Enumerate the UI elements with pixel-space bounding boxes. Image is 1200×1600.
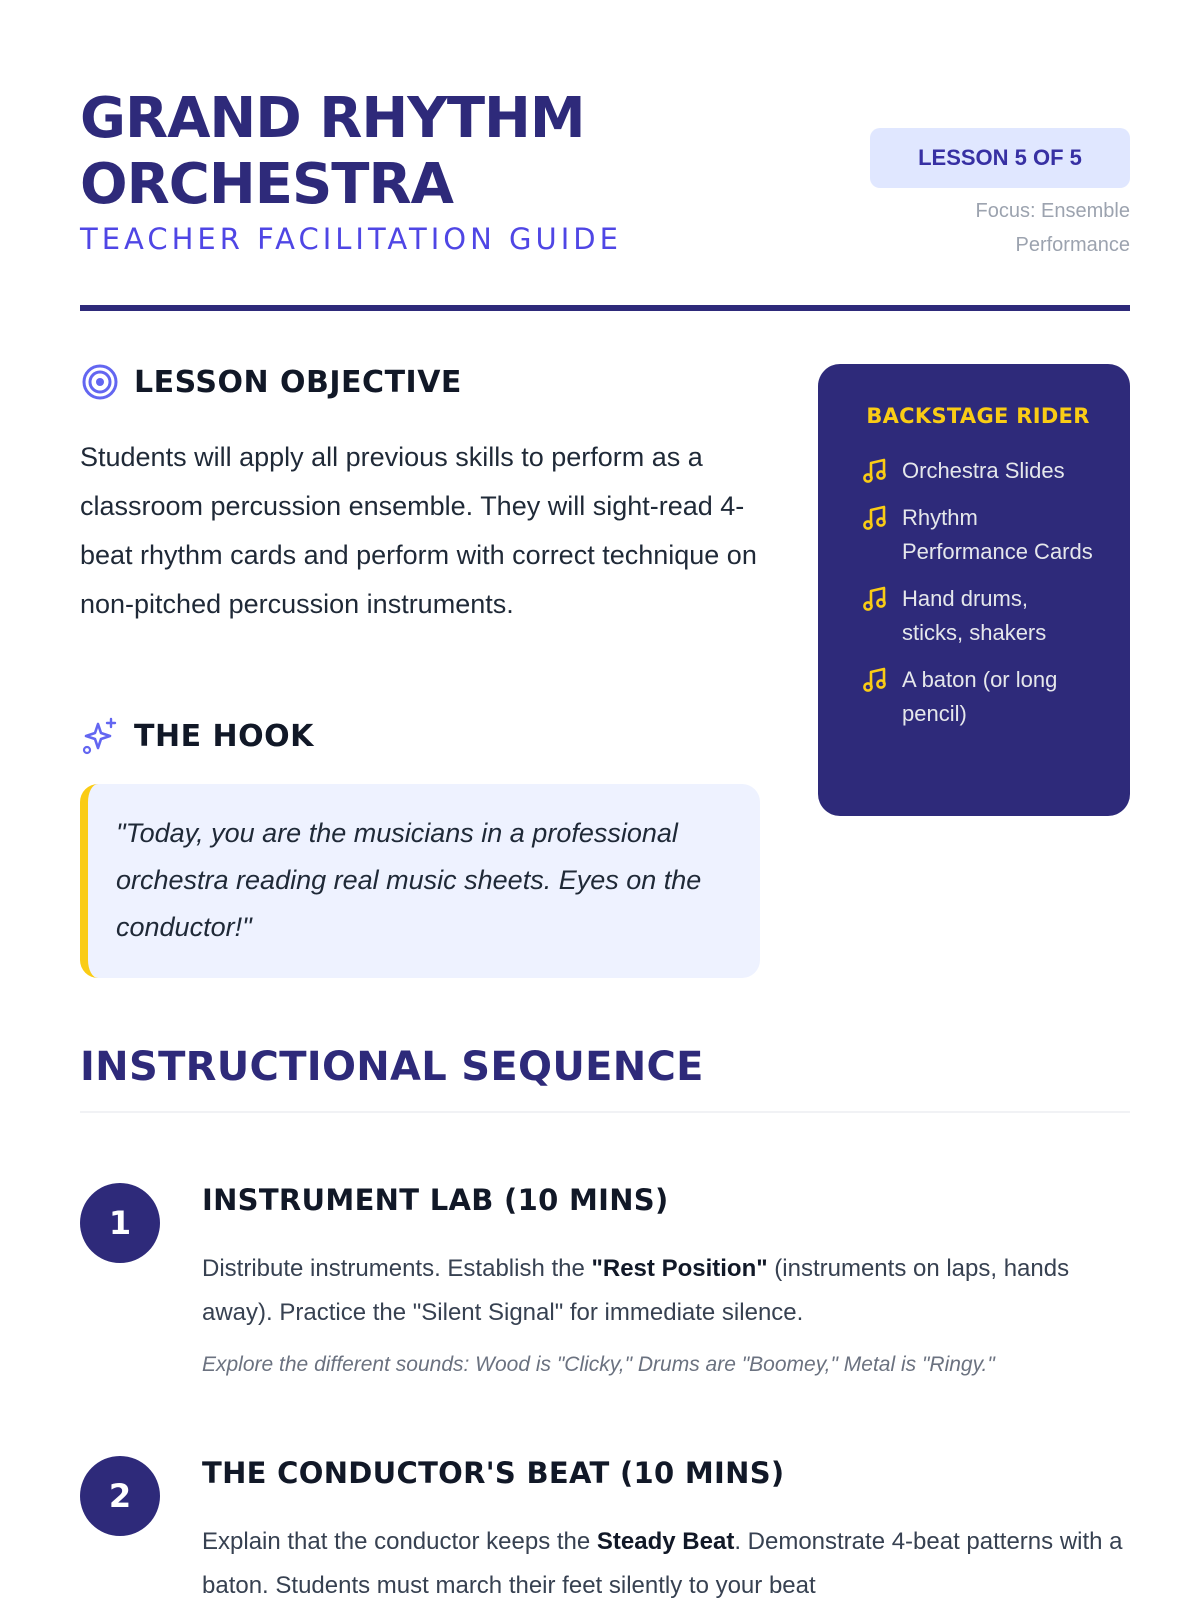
hook-quote: "Today, you are the musicians in a professional orchestra reading real music sheets. Eyes on the conductor!": [116, 818, 702, 942]
step-description: Explain that the conductor keeps the Steady Beat. Demonstrate 4-beat patterns with a baton. Students must march their feet silently to your beat: [202, 1528, 1123, 1599]
lesson-badge: LESSON 5 OF 5: [870, 128, 1130, 188]
focus-label: Focus: Ensemble Performance: [975, 200, 1130, 256]
step-tip: Explore the different sounds: Wood is "Clicky," Drums are "Boomey," Metal is "Ringy.": [202, 1353, 995, 1376]
step-number-badge: 1: [80, 1183, 160, 1263]
rider-item-label: A baton (or long pencil): [902, 667, 1058, 726]
step-heading: THE CONDUCTOR'S BEAT (10 MINS): [202, 1456, 785, 1490]
rider-item-label: Orchestra Slides: [902, 458, 1065, 483]
music-note-icon: [862, 504, 888, 532]
step-number-badge: 2: [80, 1456, 160, 1536]
rider-item: [862, 663, 1094, 731]
rider-item: [862, 582, 1094, 650]
music-note-icon: [862, 666, 888, 694]
rider-item: [862, 501, 1094, 569]
lesson-guide-page: [80, 0, 1130, 1600]
music-note-icon: [862, 585, 888, 613]
rider-item: [862, 454, 1094, 488]
sequence-title: INSTRUCTIONAL SEQUENCE: [80, 1044, 704, 1090]
step-heading: INSTRUMENT LAB (10 MINS): [202, 1183, 669, 1217]
backstage-rider-panel: [818, 364, 1130, 816]
hook-heading: [80, 716, 314, 756]
target-icon: [80, 362, 120, 402]
rider-item-label: Hand drums, sticks, shakers: [902, 586, 1047, 645]
objective-heading-label: LESSON OBJECTIVE: [134, 364, 462, 400]
page-title: GRAND RHYTHM ORCHESTRA: [80, 86, 585, 217]
step-description: Distribute instruments. Establish the "Rest Position" (instruments on laps, hands away). Practice the "Silent Signal" for immediate silence.: [202, 1255, 1070, 1326]
rider-title: BACKSTAGE RIDER: [866, 404, 1090, 428]
music-note-icon: [862, 457, 888, 485]
sparkles-icon: [80, 716, 120, 756]
step-body: [202, 1183, 1130, 1377]
step-body: [202, 1456, 1130, 1600]
page-subtitle: TEACHER FACILITATION GUIDE: [80, 222, 622, 256]
hook-heading-label: THE HOOK: [134, 718, 314, 754]
hook-quote-box: [80, 784, 760, 978]
objective-heading: [80, 362, 462, 402]
rider-item-label: Rhythm Performance Cards: [902, 505, 1093, 564]
objective-text: Students will apply all previous skills to perform as a classroom percussion ensemble. They will sight-read 4-beat rhythm cards and perform with correct technique on non-pitched percussion instruments.: [80, 442, 757, 619]
page-header: [80, 86, 1130, 311]
sequence-divider: [80, 1111, 1130, 1113]
